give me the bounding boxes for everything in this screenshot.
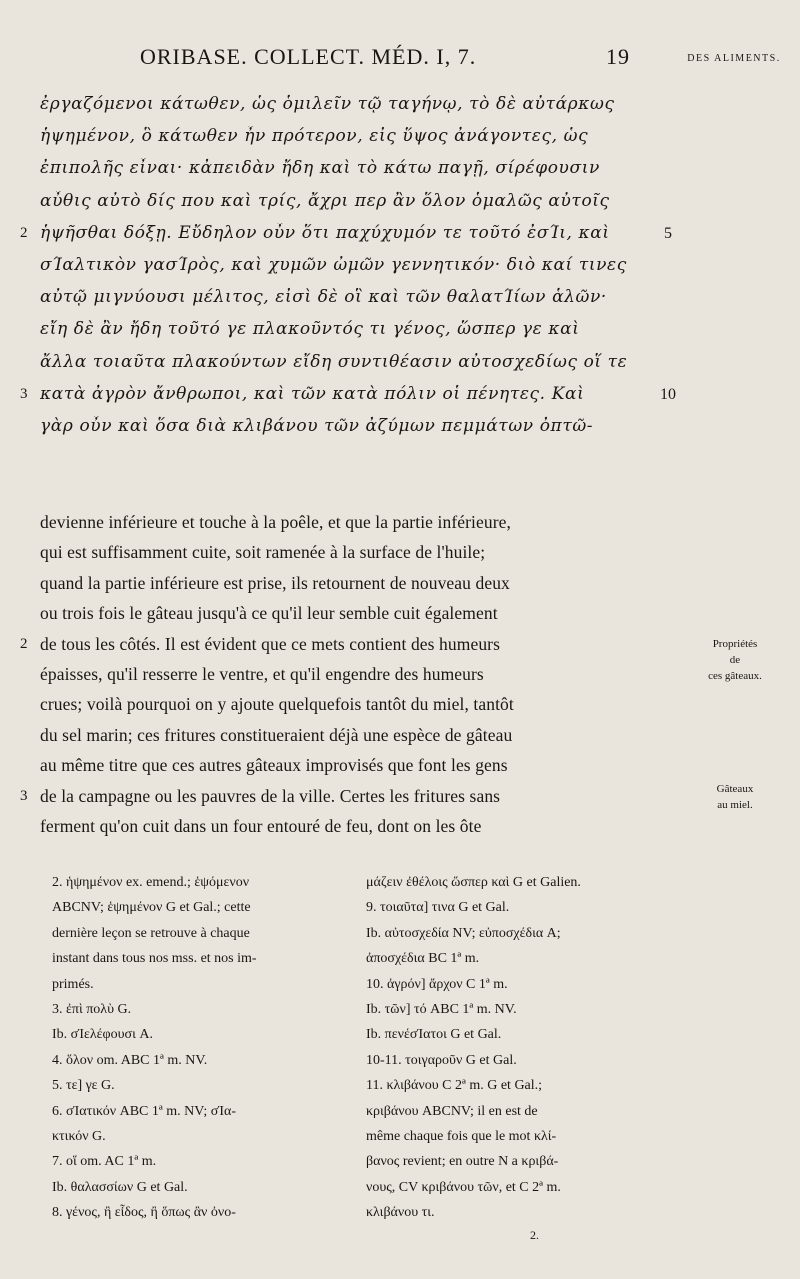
footnote-line: κριβάνου ABCNV; il en est de (366, 1103, 538, 1119)
greek-line: αὐτῷ μιγνύουσι μέλιτος, εἰσὶ δὲ οἳ καὶ τῶν θαλατΊίων ἁλῶν· (40, 287, 607, 308)
greek-line: ἐπιπολῆς εἶναι· κἀπειδὰν ἤδη καὶ τὸ κάτω παγῇ, σίρέφουσιν (40, 158, 600, 179)
footnote-line: 10-11. τοιγαροῦν G et Gal. (366, 1052, 517, 1068)
footnote-line: κτικόν G. (52, 1129, 106, 1145)
line-number: 5 (664, 224, 672, 242)
french-line: ferment qu'on cuit dans un four entouré de feu, dont on les ôte (40, 816, 482, 836)
footnote-line: ABCNV; ἑψημένον G et Gal.; cette (52, 900, 251, 916)
footnote-line: 9. τοιαῦτα] τινα G et Gal. (366, 900, 510, 916)
greek-line: κατὰ ἀγρὸν ἄνθρωποι, καὶ τῶν κατὰ πόλιν οἱ πένητες. Καὶ (40, 383, 585, 404)
footnote-line: ἀποσχέδια BC 1ª m. (366, 951, 480, 967)
section-number: 3 (20, 787, 28, 804)
french-line: du sel marin; ces fritures constitueraient déjà une espèce de gâteau (40, 724, 513, 745)
footnote-line: Ib. πενέσΊατοι G et Gal. (366, 1027, 502, 1043)
french-line: devienne inférieure et touche à la poêle, et que la partie inférieure, (40, 512, 511, 532)
footnote-line: dernière leçon se retrouve à chaque (52, 925, 250, 941)
french-line: qui est suffisamment cuite, soit ramenée à la surface de l'huile; (40, 542, 486, 563)
sidenote-line: ces gâteaux. (708, 670, 762, 682)
page-number: 19 (606, 44, 630, 69)
footnote-line: 10. ἀγρόν] ἄρχον C 1ª m. (366, 976, 508, 992)
sidenote-honey-cakes (680, 781, 790, 813)
footnote-line: 8. γένος, ἢ εἶδος, ἢ ὅπως ἂν ὀνο- (52, 1205, 236, 1221)
sidenote-line: de (729, 654, 741, 666)
greek-line: ἡψημένον, ὃ κάτωθεν ἦν πρότερον, εἰς ὕψος ἀνάγοντες, ὡς (40, 126, 589, 147)
french-line: ou trois fois le gâteau jusqu'à ce qu'il leur semble cuit également (40, 603, 498, 624)
sidenote-properties (680, 636, 790, 684)
footnote-line: Ib. θαλασσίων G et Gal. (52, 1179, 188, 1195)
greek-line: ἡψῆσθαι δόξῃ. Εὔδηλον οὖν ὅτι παχύχυμόν τε τοῦτό ἐσΊι, καὶ (40, 222, 610, 243)
footnote-line: βανος revient; en outre N a κριβά- (366, 1154, 559, 1170)
greek-line: ἐργαζόμενοι κάτωθεν, ὡς ὁμιλεῖν τῷ ταγήνῳ, τὸ δὲ αὐτάρκως (40, 94, 615, 114)
french-line: de tous les côtés. Il est évident que ce mets contient des humeurs (40, 633, 501, 654)
greek-line: αὖθις αὐτὸ δίς που καὶ τρίς, ἄχρι περ ἂν ὅλον ὁμαλῶς αὐτοῖς (40, 190, 610, 211)
footnote-line: 2. ἡψημένον ex. emend.; ἑψόμενον (52, 875, 250, 890)
footnote-line: 5. τε] γε G. (52, 1078, 115, 1094)
margin-heading: DES ALIMENTS. (687, 53, 781, 64)
footnote-line: 7. οἵ om. AC 1ª m. (52, 1154, 157, 1170)
greek-line: εἴη δὲ ἂν ἤδη τοῦτό γε πλακοῦντός τι γένος, ὥσπερ γε καὶ (40, 319, 580, 340)
french-line: crues; voilà pourquoi on y ajoute quelquefois tantôt du miel, tantôt (40, 694, 514, 715)
footnotes-right-column (366, 870, 676, 1226)
french-line: de la campagne ou les pauvres de la ville. Certes les fritures sans (40, 785, 501, 806)
french-line: au même titre que ces autres gâteaux improvisés que font les gens (40, 755, 508, 776)
french-line: épaisses, qu'il resserre le ventre, et qu'il engendre des humeurs (40, 664, 484, 684)
running-title: ORIBASE. COLLECT. MÉD. I, 7. (140, 44, 477, 69)
signature-mark: 2. (530, 1228, 539, 1242)
footnote-line: instant dans tous nos mss. et nos im- (52, 951, 257, 967)
footnote-line: νους, CV κριβάνου τῶν, et C 2ª m. (366, 1179, 561, 1195)
section-number: 2 (20, 224, 28, 241)
footnote-line: Ib. σΊελέφουσι A. (52, 1027, 153, 1043)
footnote-line: Ib. αὐτοσχεδία NV; εὐποσχέδια A; (366, 925, 561, 941)
greek-line: σΊαλτικὸν γασΊρὸς, καὶ χυμῶν ὠμῶν γεννητικόν· διὸ καί τινες (40, 255, 627, 275)
sidenote-line: Gâteaux (716, 783, 754, 795)
section-number: 3 (20, 385, 28, 402)
sidenote-line: au miel. (717, 799, 753, 811)
footnotes-left-column (52, 870, 362, 1226)
sidenote-line: Propriétés (712, 638, 758, 650)
line-number: 10 (660, 385, 676, 403)
section-number: 2 (20, 635, 28, 652)
footnote-line: κλιβάνου τι. (366, 1205, 435, 1221)
greek-line: γὰρ οὖν καὶ ὅσα διὰ κλιβάνου τῶν ἀζύμων πεμμάτων ὀπτῶ- (40, 416, 594, 436)
footnote-line: 3. ἐπὶ πολὺ G. (52, 1002, 132, 1018)
footnote-line: 11. κλιβάνου C 2ª m. G et Gal.; (366, 1078, 543, 1094)
french-line: quand la partie inférieure est prise, ils retournent de nouveau deux (40, 572, 510, 593)
footnote-line: même chaque fois que le mot κλί- (366, 1129, 557, 1145)
footnote-line: Ib. τῶν] τό ABC 1ª m. NV. (366, 1002, 517, 1018)
greek-line: ἄλλα τοιαῦτα πλακούντων εἴδη συντιθέασιν αὐτοσχεδίως οἵ τε (40, 351, 628, 372)
footnote-line: μάζειν ἐθέλοις ὥσπερ καὶ G et Galien. (366, 875, 581, 890)
footnote-line: 6. σΊατικόν ABC 1ª m. NV; σΊα- (52, 1103, 237, 1119)
footnote-line: primés. (52, 976, 94, 992)
footnote-line: 4. ὅλον om. ABC 1ª m. NV. (52, 1052, 208, 1068)
